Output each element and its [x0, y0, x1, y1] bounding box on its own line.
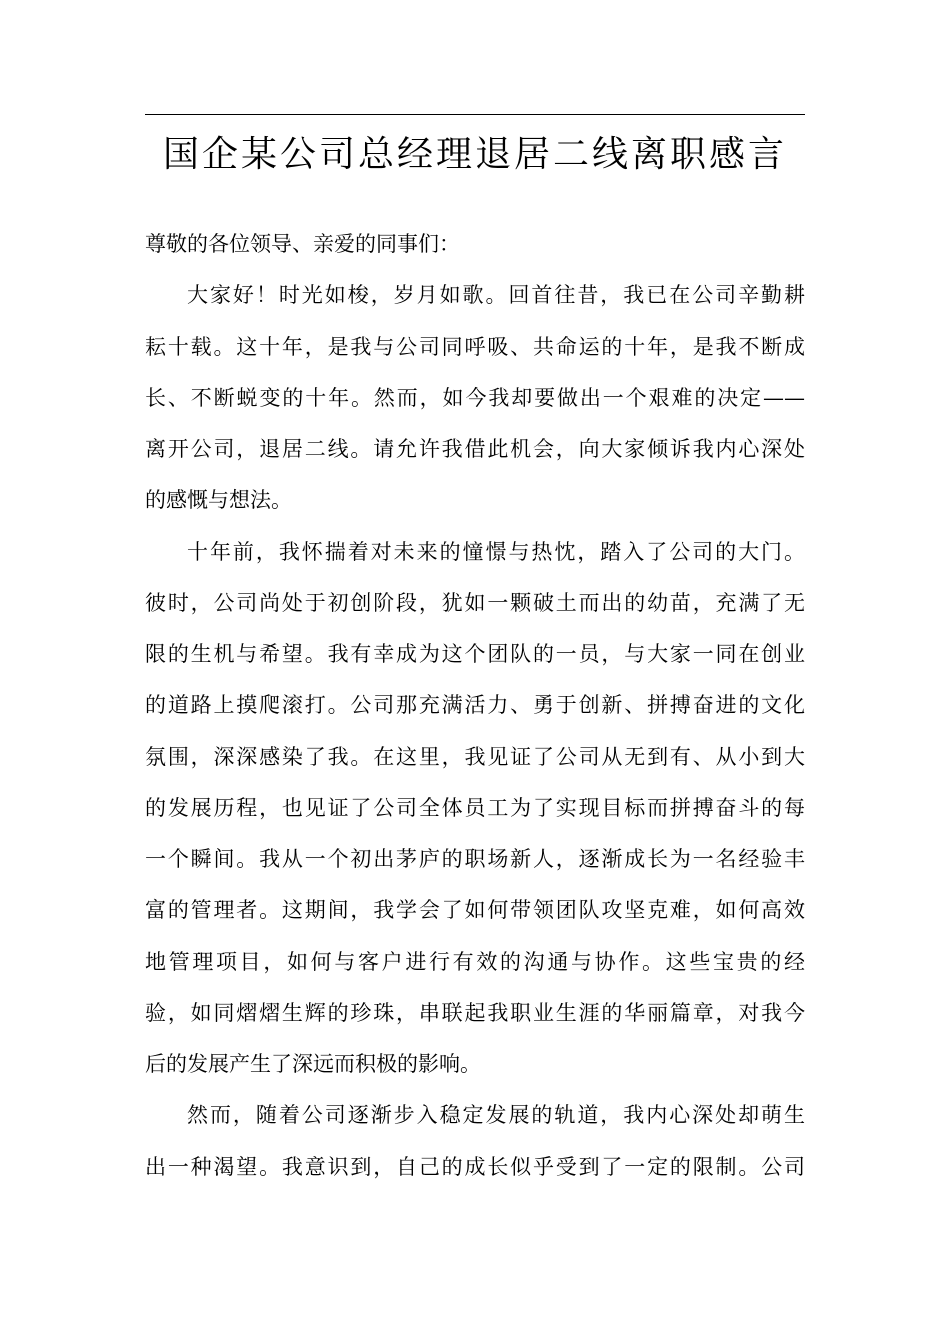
- header-rule: [145, 114, 805, 115]
- paragraph: [145, 527, 805, 1091]
- paragraph-line: 的感慨与想法。: [145, 488, 292, 513]
- salutation: 尊敬的各位领导、亲爱的同事们：: [145, 232, 460, 256]
- paragraph-line: 富的管理者。这期间，我学会了如何带领团队攻坚克难，如何高效: [145, 898, 805, 923]
- document-title: 国企某公司总经理退居二线离职感言: [162, 134, 787, 175]
- paragraph-line: 地管理项目，如何与客户进行有效的沟通与协作。这些宝贵的经: [145, 949, 805, 974]
- paragraph-line: 的道路上摸爬滚打。公司那充满活力、勇于创新、拼搏奋进的文化: [145, 693, 805, 718]
- paragraph-line: 十年前，我怀揣着对未来的憧憬与热忱，踏入了公司的大门。: [187, 539, 805, 564]
- document-body: [145, 219, 805, 1193]
- paragraph-line: 氛围，深深感染了我。在这里，我见证了公司从无到有、从小到大: [145, 744, 805, 769]
- paragraph-line: 大家好！时光如梭，岁月如歌。回首往昔，我已在公司辛勤耕: [187, 283, 805, 308]
- paragraph-line: 耘十载。这十年，是我与公司同呼吸、共命运的十年，是我不断成: [145, 334, 805, 359]
- paragraph-line: 彼时，公司尚处于初创阶段，犹如一颗破土而出的幼苗，充满了无: [145, 590, 805, 615]
- paragraph-line: 验，如同熠熠生辉的珍珠，串联起我职业生涯的华丽篇章，对我今: [145, 1000, 805, 1025]
- paragraph-line: 出一种渴望。我意识到，自己的成长似乎受到了一定的限制。公司: [145, 1154, 805, 1179]
- paragraph: [145, 270, 805, 526]
- paragraph-line: 离开公司，退居二线。请允许我借此机会，向大家倾诉我内心深处: [145, 437, 805, 461]
- paragraph: [145, 1090, 805, 1193]
- paragraph-line: 后的发展产生了深远而积极的影响。: [145, 1052, 481, 1076]
- paragraph-line: 一个瞬间。我从一个初出茅庐的职场新人，逐渐成长为一名经验丰: [145, 847, 805, 871]
- paragraph-line: 长、不断蜕变的十年。然而，如今我却要做出一个艰难的决定——: [145, 385, 805, 410]
- paragraph-line: 限的生机与希望。我有幸成为这个团队的一员，与大家一同在创业: [145, 642, 805, 666]
- paragraph-line: 然而，随着公司逐渐步入稳定发展的轨道，我内心深处却萌生: [187, 1103, 805, 1128]
- paragraph-line: 的发展历程，也见证了公司全体员工为了实现目标而拼搏奋斗的每: [145, 795, 805, 820]
